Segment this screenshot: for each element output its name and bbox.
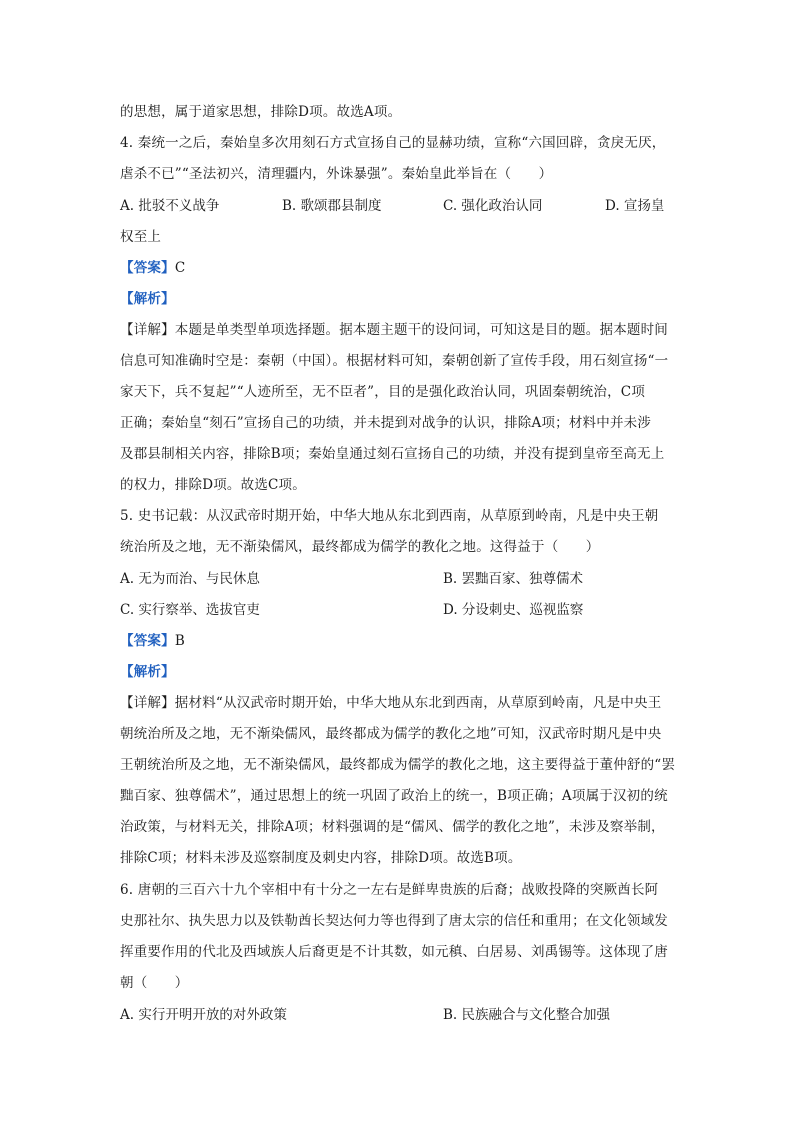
- q4-explanation-line: 及郡县制相关内容，排除B项；秦始皇通过刻石宣扬自己的功绩，并没有提到皇帝至高无上: [120, 446, 665, 462]
- question-4-stem-cont: 虐杀不已”“圣法初兴，清理疆内，外诛暴强”。秦始皇此举旨在（ ）: [120, 166, 553, 182]
- q4-explanation-line: 信息可知准确时空是：秦朝（中国）。根据材料可知，秦朝创新了宣传手段，用石刻宣扬“一: [120, 353, 669, 369]
- q4-explanation-line: 正确；秦始皇“刻石”宣扬自己的功绩，并未提到对战争的认识，排除A项；材料中并未涉: [120, 415, 652, 431]
- q4-explanation-line: 家天下，兵不复起”“人迹所至，无不臣者”，目的是强化政治认同，巩固秦朝统治，C项: [120, 384, 646, 400]
- q4-explanation-line: 的权力，排除D项。故选C项。: [120, 477, 306, 493]
- q5-option-d: D. 分设刺史、巡视监察: [443, 602, 584, 618]
- q5-analysis-heading: [120, 662, 175, 682]
- answer-label: 【答案】: [120, 260, 175, 276]
- question-6-stem-cont: 朝（ ）: [120, 975, 189, 991]
- q4-option-d: D. 宣扬皇: [605, 198, 665, 214]
- q5-explanation-line: 朝统治所及之地，无不渐染儒风，最终都成为儒学的教化之地”可知，汉武帝时期凡是中央: [120, 726, 662, 742]
- text-line: 的思想，属于道家思想，排除D项。故选A项。: [120, 104, 402, 120]
- q4-option-b: B. 歌颂郡县制度: [282, 198, 382, 214]
- question-5-stem: 5. 史书记载：从汉武帝时期开始，中华大地从东北到西南，从草原到岭南，凡是中央王朝: [120, 508, 659, 524]
- q5-option-b: B. 罢黜百家、独尊儒术: [443, 571, 584, 587]
- q5-explanation-line: 【详解】据材料“从汉武帝时期开始，中华大地从东北到西南，从草原到岭南，凡是中央王: [120, 695, 662, 711]
- question-4-stem: 4. 秦统一之后，秦始皇多次用刻石方式宣扬自己的显赫功绩，宣称“六国回辟，贪戾无厌，: [120, 135, 666, 151]
- question-5-stem-cont: 统治所及之地，无不渐染儒风，最终都成为儒学的教化之地。这得益于（ ）: [120, 539, 600, 555]
- q5-explanation-line: 治政策，与材料无关，排除A项；材料强调的是“儒风、儒学的教化之地”，未涉及察举制，: [120, 819, 665, 835]
- q6-option-b: B. 民族融合与文化整合加强: [443, 1007, 611, 1023]
- q4-option-c: C. 强化政治认同: [443, 198, 543, 214]
- q5-option-a: A. 无为而治、与民休息: [120, 571, 260, 587]
- q4-analysis-heading: [120, 289, 175, 309]
- answer-value: B: [174, 633, 185, 649]
- answer-label: 【答案】: [120, 633, 175, 649]
- q4-explanation-line: 【详解】本题是单类型单项选择题。据本题主题干的设问词，可知这是目的题。据本题时间: [120, 322, 668, 338]
- question-6-stem-cont: 挥重要作用的代北及西域族人后裔更是不计其数，如元稹、白居易、刘禹锡等。这体现了唐: [120, 944, 668, 960]
- analysis-label: 【解析】: [120, 664, 175, 680]
- question-6-stem: 6. 唐朝的三百六十九个宰相中有十分之一左右是鲜卑贵族的后裔；战败投降的突厥酋长阿: [120, 882, 659, 898]
- q5-option-c: C. 实行察举、选拔官吏: [120, 602, 260, 618]
- q4-answer: [120, 258, 185, 278]
- question-6-stem-cont: 史那社尔、执失思力以及铁勒酋长契达何力等也得到了唐太宗的信任和重用；在文化领域发: [120, 913, 668, 929]
- q4-option-d-cont: 权至上: [120, 229, 162, 245]
- q5-explanation-line: 排除C项；材料未涉及巡察制度及刺史内容，排除D项。故选B项。: [120, 850, 522, 866]
- q5-answer: [120, 631, 185, 651]
- analysis-label: 【解析】: [120, 291, 175, 307]
- q6-option-a: A. 实行开明开放的对外政策: [120, 1007, 287, 1023]
- q5-explanation-line: 黜百家、独尊儒术”，通过思想上的统一巩固了政治上的统一，B项正确；A项属于汉初的统: [120, 788, 668, 804]
- q5-explanation-line: 王朝统治所及之地，无不渐染儒风，最终都成为儒学的教化之地，这主要得益于董仲舒的“罢: [120, 757, 676, 773]
- answer-value: C: [174, 260, 186, 276]
- q4-option-a: A. 批驳不义战争: [120, 198, 220, 214]
